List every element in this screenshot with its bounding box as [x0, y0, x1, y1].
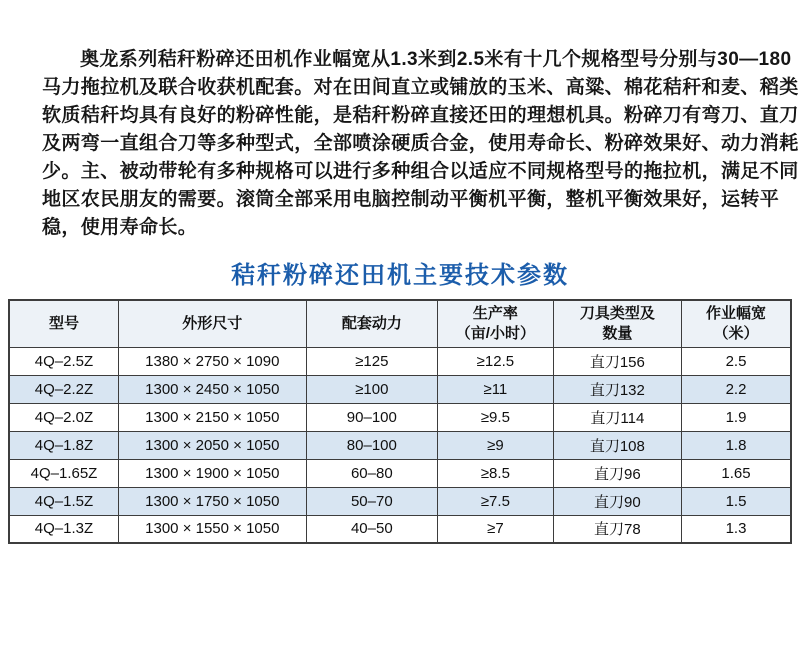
- table-row: [9, 375, 791, 403]
- cell-productivity: ≥12.5: [438, 347, 554, 375]
- cell-productivity: ≥7: [438, 515, 554, 543]
- cell-blades: 直刀132: [553, 375, 681, 403]
- cell-width: 1.5: [681, 487, 791, 515]
- cell-dimensions: 1300 × 2050 × 1050: [118, 431, 306, 459]
- cell-power: 50–70: [306, 487, 437, 515]
- cell-power: ≥100: [306, 375, 437, 403]
- table-row: [9, 403, 791, 431]
- cell-model: 4Q–1.3Z: [9, 515, 118, 543]
- specs-table: [8, 299, 792, 544]
- header-dimensions: 外形尺寸: [118, 300, 306, 347]
- cell-productivity: ≥7.5: [438, 487, 554, 515]
- table-row: [9, 515, 791, 543]
- cell-model: 4Q–2.0Z: [9, 403, 118, 431]
- cell-productivity: ≥11: [438, 375, 554, 403]
- table-header-row: [9, 300, 791, 347]
- cell-power: 40–50: [306, 515, 437, 543]
- intro-line: 奥龙系列秸秆粉碎还田机作业幅宽从1.3米到2.5米有十几个规格型号分别与30—180: [80, 49, 792, 70]
- intro-line: 地区农民朋友的需要。滚筒全部采用电脑控制动平衡机平衡，整机平衡效果好，运转平: [42, 189, 780, 210]
- cell-blades: 直刀156: [553, 347, 681, 375]
- cell-model: 4Q–1.5Z: [9, 487, 118, 515]
- table-row: [9, 347, 791, 375]
- header-model: 型号: [9, 300, 118, 347]
- cell-model: 4Q–2.5Z: [9, 347, 118, 375]
- cell-blades: 直刀108: [553, 431, 681, 459]
- cell-blades: 直刀114: [553, 403, 681, 431]
- cell-power: 60–80: [306, 459, 437, 487]
- intro-line: 少。主、被动带轮有多种规格可以进行多种组合以适应不同规格型号的拖拉机，满足不同: [42, 161, 799, 182]
- cell-productivity: ≥9: [438, 431, 554, 459]
- cell-dimensions: 1300 × 1900 × 1050: [118, 459, 306, 487]
- intro-line: 稳，使用寿命长。: [42, 217, 198, 238]
- intro-line: 及两弯一直组合刀等多种型式，全部喷涂硬质合金，使用寿命长、粉碎效果好、动力消耗: [42, 133, 799, 154]
- cell-width: 2.2: [681, 375, 791, 403]
- cell-productivity: ≥9.5: [438, 403, 554, 431]
- cell-dimensions: 1300 × 2450 × 1050: [118, 375, 306, 403]
- cell-dimensions: 1300 × 2150 × 1050: [118, 403, 306, 431]
- cell-productivity: ≥8.5: [438, 459, 554, 487]
- cell-power: ≥125: [306, 347, 437, 375]
- cell-model: 4Q–1.65Z: [9, 459, 118, 487]
- intro-line: 软质秸秆均具有良好的粉碎性能，是秸秆粉碎直接还田的理想机具。粉碎刀有弯刀、直刀: [42, 105, 799, 126]
- page-title: 秸秆粉碎还田机主要技术参数: [231, 263, 569, 289]
- cell-dimensions: 1300 × 1750 × 1050: [118, 487, 306, 515]
- cell-model: 4Q–1.8Z: [9, 431, 118, 459]
- header-matched-power: 配套动力: [306, 300, 437, 347]
- cell-model: 4Q–2.2Z: [9, 375, 118, 403]
- cell-dimensions: 1300 × 1550 × 1050: [118, 515, 306, 543]
- header-productivity: 生产率 （亩/小时）: [438, 300, 554, 347]
- cell-width: 2.5: [681, 347, 791, 375]
- table-row: [9, 459, 791, 487]
- intro-paragraph: [42, 46, 799, 242]
- table-row: [9, 431, 791, 459]
- header-working-width: 作业幅宽 （米）: [681, 300, 791, 347]
- cell-width: 1.65: [681, 459, 791, 487]
- cell-blades: 直刀78: [553, 515, 681, 543]
- table-row: [9, 487, 791, 515]
- document-page: [0, 46, 800, 646]
- cell-width: 1.3: [681, 515, 791, 543]
- cell-power: 80–100: [306, 431, 437, 459]
- cell-blades: 直刀96: [553, 459, 681, 487]
- cell-blades: 直刀90: [553, 487, 681, 515]
- cell-dimensions: 1380 × 2750 × 1090: [118, 347, 306, 375]
- cell-power: 90–100: [306, 403, 437, 431]
- header-blade-type: 刀具类型及 数量: [553, 300, 681, 347]
- cell-width: 1.9: [681, 403, 791, 431]
- intro-line: 马力拖拉机及联合收获机配套。对在田间直立或铺放的玉米、高粱、棉花秸秆和麦、稻类: [42, 77, 799, 98]
- cell-width: 1.8: [681, 431, 791, 459]
